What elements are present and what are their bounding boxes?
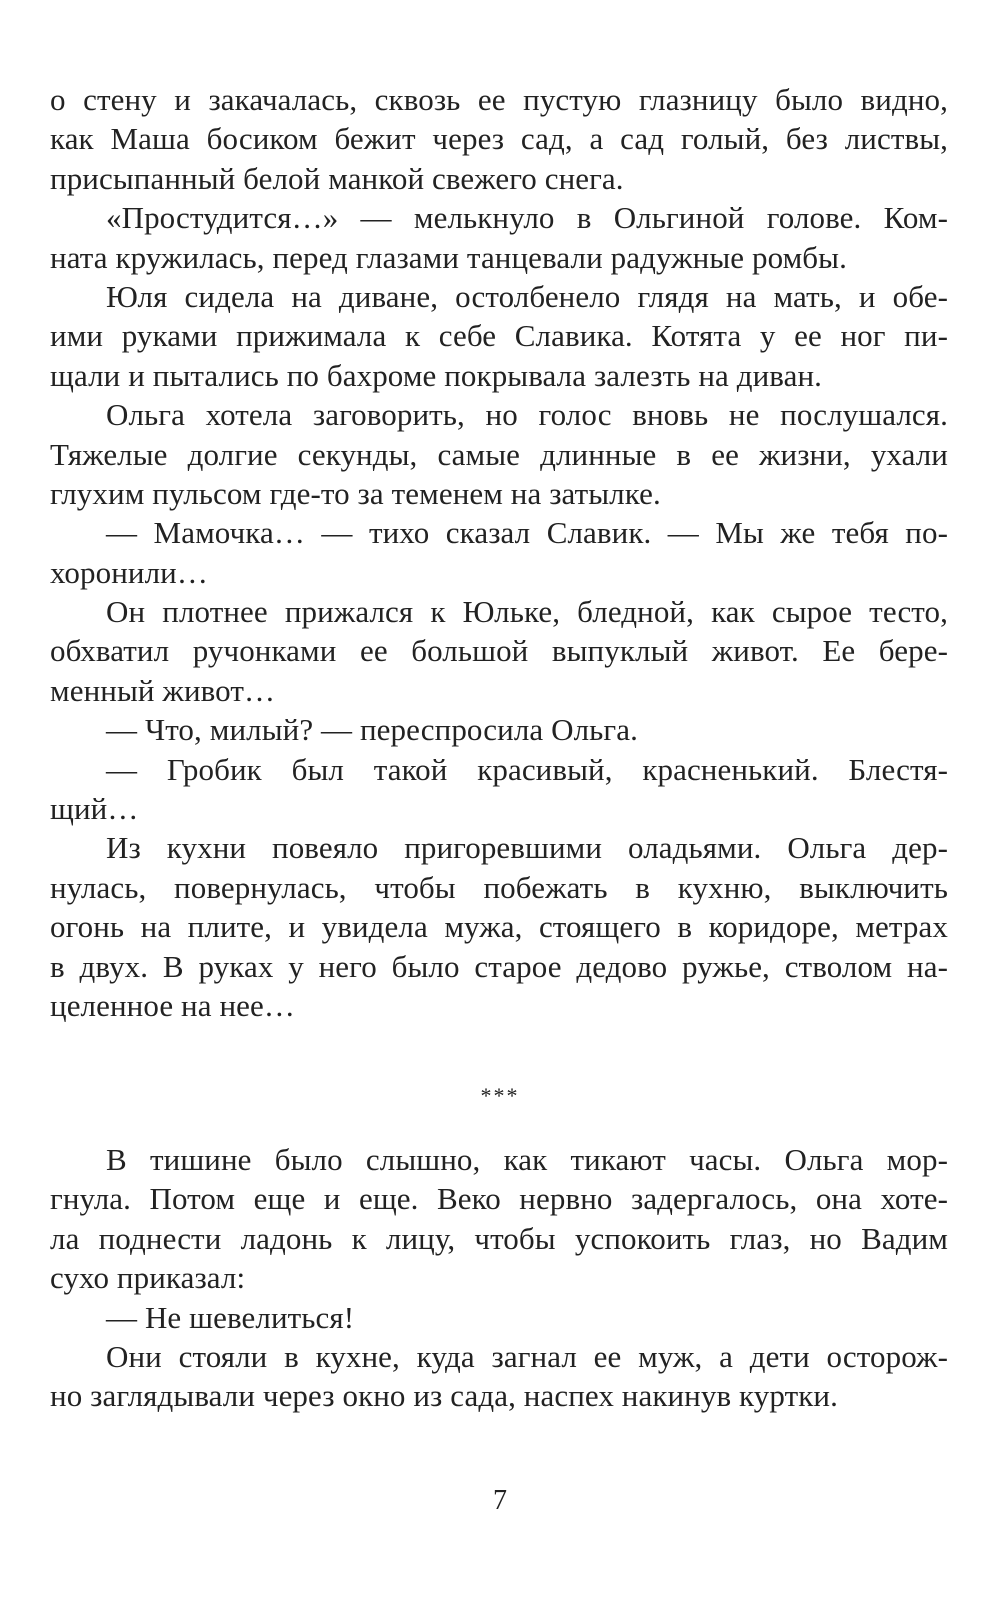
text-line: но заглядывали через окно из сада, наспех накинув куртки. bbox=[50, 1378, 838, 1414]
text-line: Они стояли в кухне, куда загнал ее муж, а дети осторож- bbox=[106, 1338, 948, 1374]
text-line: гнула. Потом еще и еще. Веко нервно задергалось, она хоте- bbox=[50, 1181, 948, 1217]
text-line: «Простудится…» — мелькнуло в Ольгиной голове. Ком- bbox=[106, 200, 948, 236]
text-line: щали и пытались по бахроме покрывала залезть на диван. bbox=[50, 357, 823, 393]
text-line: присыпанный белой манкой свежего снега. bbox=[50, 160, 624, 196]
text-line: Юля сидела на диване, остолбенело глядя на мать, и обе- bbox=[106, 278, 948, 314]
text-line: ими руками прижимала к себе Славика. Котята у ее ног пи- bbox=[50, 318, 948, 354]
text-line: огонь на плите, и увидела мужа, стоящего в коридоре, метрах bbox=[50, 909, 948, 945]
text-line: Ольга хотела заговорить, но голос вновь не послушался. bbox=[106, 397, 948, 433]
text-line: ла поднести ладонь к лицу, чтобы успокоить глаз, но Вадим bbox=[50, 1220, 948, 1256]
text-line: сухо приказал: bbox=[50, 1260, 246, 1296]
section-separator: *** bbox=[480, 1083, 520, 1108]
text-line: Тяжелые долгие секунды, самые длинные в ее жизни, ухали bbox=[50, 436, 948, 472]
text-line: ната кружилась, перед глазами танцевали радужные ромбы. bbox=[50, 239, 847, 275]
text-line: Из кухни повеяло пригоревшими оладьями. Ольга дер- bbox=[106, 830, 948, 866]
text-line: нулась, повернулась, чтобы побежать в кухню, выключить bbox=[50, 869, 948, 905]
text-block-2 bbox=[50, 1140, 948, 1416]
text-line: о стену и закачалась, сквозь ее пустую глазницу было видно, bbox=[50, 82, 948, 117]
text-line: — Мамочка… — тихо сказал Славик. — Мы же тебя по- bbox=[106, 515, 948, 551]
text-line: обхватил ручонками ее большой выпуклый живот. Ее бере- bbox=[50, 633, 948, 669]
text-line: — Гробик был такой красивый, красненький. Блестя- bbox=[106, 751, 948, 787]
text-line: глухим пульсом где-то за теменем на затылке. bbox=[50, 475, 661, 511]
text-line: менный живот… bbox=[50, 672, 276, 708]
text-line: щий… bbox=[50, 791, 139, 827]
text-line: — Что, милый? — переспросила Ольга. bbox=[106, 712, 638, 748]
text-line: как Маша босиком бежит через сад, а сад голый, без листвы, bbox=[50, 121, 948, 157]
text-line: целенное на нее… bbox=[50, 987, 295, 1023]
page-number: 7 bbox=[493, 1485, 507, 1516]
text-block-1 bbox=[50, 80, 948, 1025]
text-line: хоронили… bbox=[50, 554, 208, 590]
text-line: в двух. В руках у него было старое дедово ружье, стволом на- bbox=[50, 948, 948, 984]
text-line: В тишине было слышно, как тикают часы. Ольга мор- bbox=[106, 1142, 948, 1177]
text-line: — Не шевелиться! bbox=[106, 1299, 355, 1335]
text-line: Он плотнее прижался к Юльке, бледной, как сырое тесто, bbox=[106, 594, 948, 630]
